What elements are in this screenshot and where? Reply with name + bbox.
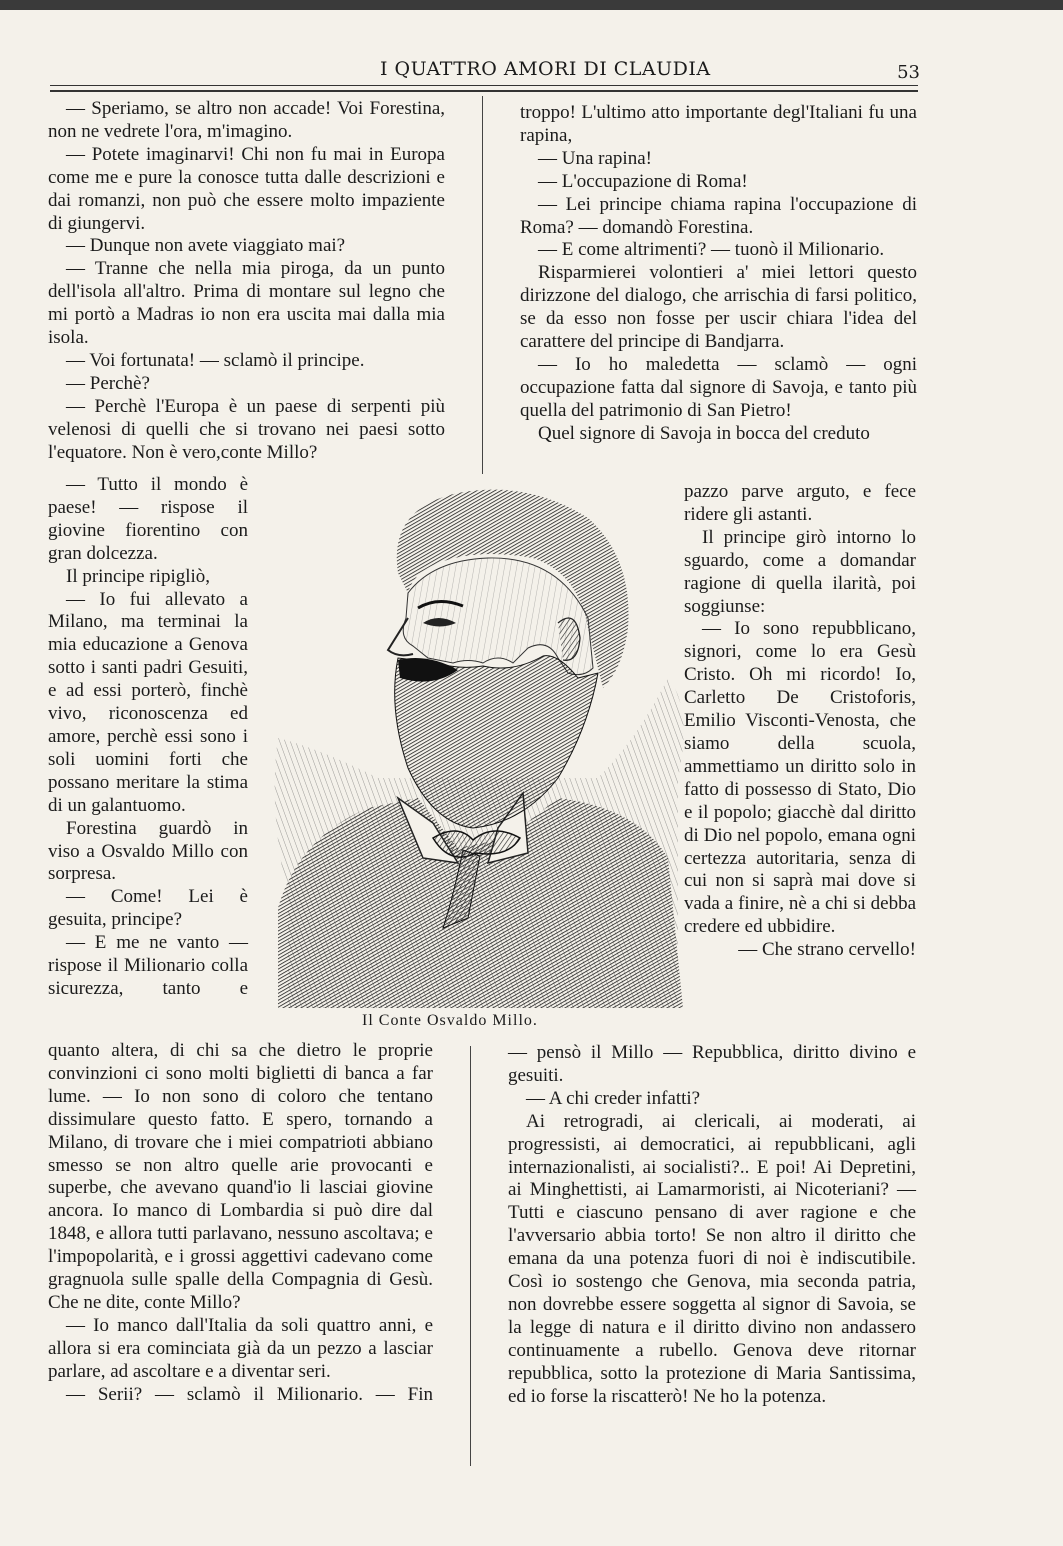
left-column-bottom bbox=[48, 1040, 433, 1407]
paragraph: Quel signore di Savoja in bocca del creduto bbox=[538, 422, 870, 444]
paragraph: — Io ho maledetta — sclamò — ogni occupazione fatta dal signore di Savoja, e tanto più quella del patrimonio di San Pietro! bbox=[520, 353, 917, 421]
paragraph: — Perchè? bbox=[66, 372, 150, 394]
paragraph: — Voi fortunata! — sclamò il principe. bbox=[66, 349, 365, 371]
paragraph: — E come altrimenti? — tuonò il Milionario. bbox=[538, 239, 885, 261]
right-column-bottom bbox=[508, 1042, 916, 1409]
left-column-narrow bbox=[48, 474, 248, 1001]
header-rule bbox=[50, 85, 918, 86]
paragraph: Forestina guardò in viso a Osvaldo Millo con sorpresa. bbox=[48, 817, 248, 885]
paragraph: — Lei principe chiama rapina l'occupazione di Roma? — domandò Forestina. bbox=[520, 193, 917, 238]
column-divider-top bbox=[482, 96, 483, 474]
right-column-narrow bbox=[684, 481, 916, 962]
page-header bbox=[50, 58, 920, 84]
paragraph: Il principe girò intorno lo sguardo, come a domandar ragione di quella ilarità, poi soggiunse: bbox=[684, 526, 916, 617]
paragraph: — Io fui allevato a Milano, ma terminai la mia educazione a Genova sotto i santi padri Gesuiti, e ad essi porterò, finchè vivo, riconoscenza ed amore, perchè essi sono i soli uomini forti che possano meritare la stima di un galantuomo. bbox=[48, 588, 248, 816]
paragraph: — A chi creder infatti? bbox=[526, 1087, 701, 1109]
paragraph: — Tutto il mondo è paese! — rispose il giovine fiorentino con gran dolcezza. bbox=[48, 474, 248, 564]
left-column-top bbox=[48, 98, 445, 465]
paragraph: quanto altera, di chi sa che dietro le proprie convinzioni ci sono molti biglietti di banca a far lume. — Io non sono di coloro che tentano dissimulare questo fatto. E spero, tornando a Milano, di trovare che i miei compatrioti abbiano smesso se non altro quelle arie provocanti e superbe, che avevano quand'io li lasciai giovine ancora. Io manco di Lombardia si può dire dal 1848, e allora tutti parlavano, nessuno ascoltava; e l'impopolarità, e i grossi aggettivi cadevano come gragnuola sulle spalle della Compagnia di Gesù. Che ne dite, conte Millo? bbox=[48, 1040, 433, 1313]
paragraph: — Serii? — sclamò il Milionario. — Fin bbox=[66, 1383, 433, 1405]
column-divider-bottom bbox=[470, 1046, 471, 1466]
paragraph: — Potete imaginarvi! Chi non fu mai in Europa come me e pure la conosce tutta dalle descrizioni e dai romanzi, non può che essere molto impaziente di giungervi. bbox=[48, 143, 445, 234]
illustration-caption: Il Conte Osvaldo Millo. bbox=[362, 1012, 538, 1029]
paragraph: — Perchè l'Europa è un paese di serpenti più velenosi di quelli che si trovano nei paesi sotto l'equatore. Non è vero,conte Millo? bbox=[48, 395, 445, 463]
paragraph: — E me ne vanto — rispose il Milionario colla sicurezza, tanto e bbox=[48, 932, 248, 999]
paragraph: — pensò il Millo — Repubblica, diritto divino e gesuiti. bbox=[508, 1042, 916, 1086]
paragraph: troppo! L'ultimo atto importante degl'Italiani fu una rapina, bbox=[520, 102, 917, 146]
paragraph: — Una rapina! bbox=[538, 147, 652, 169]
paragraph: — Come! Lei è gesuita, principe? bbox=[48, 886, 248, 931]
portrait-engraving bbox=[258, 478, 696, 1008]
paragraph: — Io manco dall'Italia da soli quattro anni, e allora si era cominciata già da un pezzo a lasciar parlare, ad ascoltare e a diventar seri. bbox=[48, 1314, 433, 1382]
paragraph: — Tranne che nella mia piroga, da un punto dell'isola all'altro. Prima di montare sul legno che mi portò a Madras io non era uscita mai dalla mia isola. bbox=[48, 258, 445, 349]
paragraph: — Speriamo, se altro non accade! Voi Forestina, non ne vedrete l'ora, m'imagino. bbox=[48, 98, 445, 142]
paragraph: — Io sono repubblicano, signori, come lo era Gesù Cristo. Oh mi ricordo! Io, Carletto De Cristoforis, Emilio Visconti-Venosta, che siamo della scuola, ammettiamo un diritto solo in fatto di possesso di Stato, Dio e il popolo; giacchè dal diritto di Dio nel popolo, emana ogni certezza autoritaria, senza di cui non si saprà mai dove si vada a finire, nè a chi si debba credere ed ubbidire. bbox=[684, 618, 916, 938]
scan-top-edge bbox=[0, 0, 1063, 10]
running-title: I QUATTRO AMORI DI CLAUDIA bbox=[380, 58, 711, 80]
paragraph: Risparmierei volontieri a' miei lettori questo dirizzone del dialogo, che arrischia di farsi politico, se da esso non fosse per uscir chiara l'idea del carattere del principe di Bandjarra. bbox=[520, 262, 917, 353]
paragraph: — Dunque non avete viaggiato mai? bbox=[66, 235, 346, 257]
paragraph: — Che strano cervello! bbox=[738, 939, 916, 961]
paragraph: pazzo parve arguto, e fece ridere gli astanti. bbox=[684, 481, 916, 525]
paragraph: Il principe ripigliò, bbox=[66, 565, 211, 587]
paragraph: — L'occupazione di Roma! bbox=[538, 170, 748, 192]
paragraph: Ai retrogradi, ai clericali, ai moderati, ai progressisti, ai democratici, ai repubblicani, agli internazionalisti, ai socialisti?.. E poi! Ai Depretini, ai Minghettisti, ai Lamarmoristi, ai Nicoteriani? — Tutti e ciascuno pensano di aver ragione e che l'avversario abbia torto! Se non altro il diritto che emana da una potenza fuori di noi è indiscutibile. Così io sostengo che Genova, mia seconda patria, non dovrebbe essere soggetta al signor di Savoia, se la legge di natura e il diritto divino non andassero continuamente a rubello. Genova deve ritornar repubblica, sotto la protezione di Maria Santissima, ed io forse la riscatterò! Ne ho la potenza. bbox=[508, 1110, 916, 1407]
header-rule-thick bbox=[50, 90, 918, 92]
page-number: 53 bbox=[897, 62, 920, 83]
right-column-top bbox=[520, 102, 917, 446]
